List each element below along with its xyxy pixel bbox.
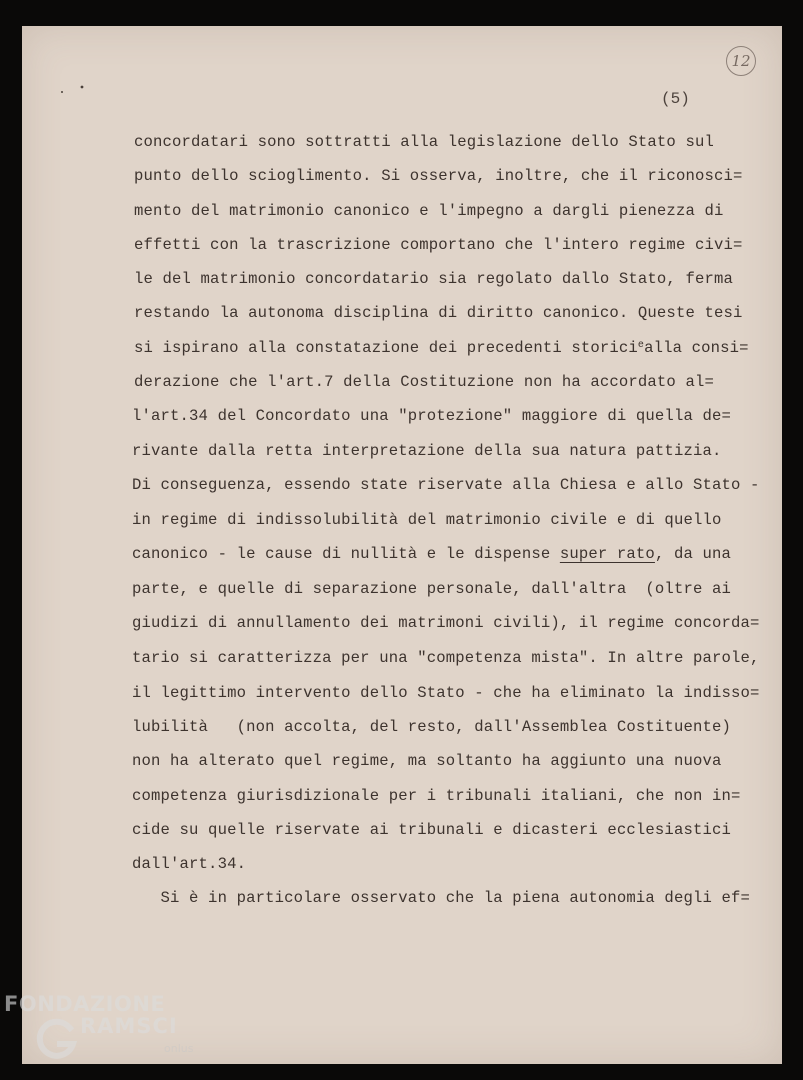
watermark-line2: RAMSCI (80, 1014, 178, 1038)
text-line: giudizi di annullamento dei matrimoni civili), il regime concorda= (132, 614, 760, 632)
text-line: lubilità (non accolta, del resto, dall'Assemblea Costituente) (132, 718, 731, 736)
text-line-start: si ispirano alla constatazione dei precedenti storici (134, 339, 638, 357)
text-line: non ha alterato quel regime, ma soltanto ha aggiunto una nuova (132, 752, 722, 770)
text-line-end: alla consi= (644, 339, 749, 357)
text-line: Si è in particolare osservato che la piena autonomia degli ef= (132, 889, 751, 907)
text-line: il legittimo intervento dello Stato - che ha eliminato la indisso= (132, 684, 760, 702)
watermark-logo (4, 992, 204, 1072)
text-line: le del matrimonio concordatario sia regolato dallo Stato, ferma (134, 270, 733, 288)
text-line: punto dello scioglimento. Si osserva, inoltre, che il riconosci= (134, 167, 743, 185)
text-line: Di conseguenza, essendo state riservate alla Chiesa e allo Stato - (132, 476, 760, 494)
text-line: in regime di indissolubilità del matrimonio civile e di quello (132, 511, 722, 529)
watermark-suffix: onlus (164, 1042, 194, 1055)
text-line: mento del matrimonio canonico e l'impegno a dargli pienezza di (134, 202, 724, 220)
text-line (132, 545, 731, 563)
superscript-e: e (637, 340, 645, 351)
text-line: restando la autonoma disciplina di diritto canonico. Queste tesi (134, 304, 743, 322)
text-line (134, 339, 749, 360)
text-line-end: , da una (654, 545, 731, 563)
text-line: tario si caratterizza per una "competenza mista". In altre parole, (132, 649, 760, 667)
text-line: concordatari sono sottratti alla legislazione dello Stato sul (134, 133, 714, 151)
text-line: l'art.34 del Concordato una "protezione" maggiore di quella de= (132, 407, 731, 425)
text-line: parte, e quelle di separazione personale, dall'altra (oltre ai (132, 580, 731, 598)
underlined-phrase: super rato (559, 545, 655, 563)
text-line: dall'art.34. (132, 855, 247, 873)
text-line-start: canonico - le cause di nullità e le dispense (132, 545, 560, 563)
page-number: (5) (661, 90, 690, 108)
text-line: derazione che l'art.7 della Costituzione non ha accordato al= (134, 373, 714, 391)
text-line: competenza giurisdizionale per i tribunali italiani, che non in= (132, 787, 741, 805)
watermark-line1: FONDAZIONE (4, 992, 166, 1016)
g-logo-icon (34, 1016, 80, 1062)
text-line: cide su quelle riservate ai tribunali e dicasteri ecclesiastici (132, 821, 731, 839)
text-line: effetti con la trascrizione comportano che l'intero regime civi= (134, 236, 743, 254)
text-line: rivante dalla retta interpretazione della sua natura pattizia. (132, 442, 722, 460)
folio-mark: 12 (726, 46, 756, 76)
